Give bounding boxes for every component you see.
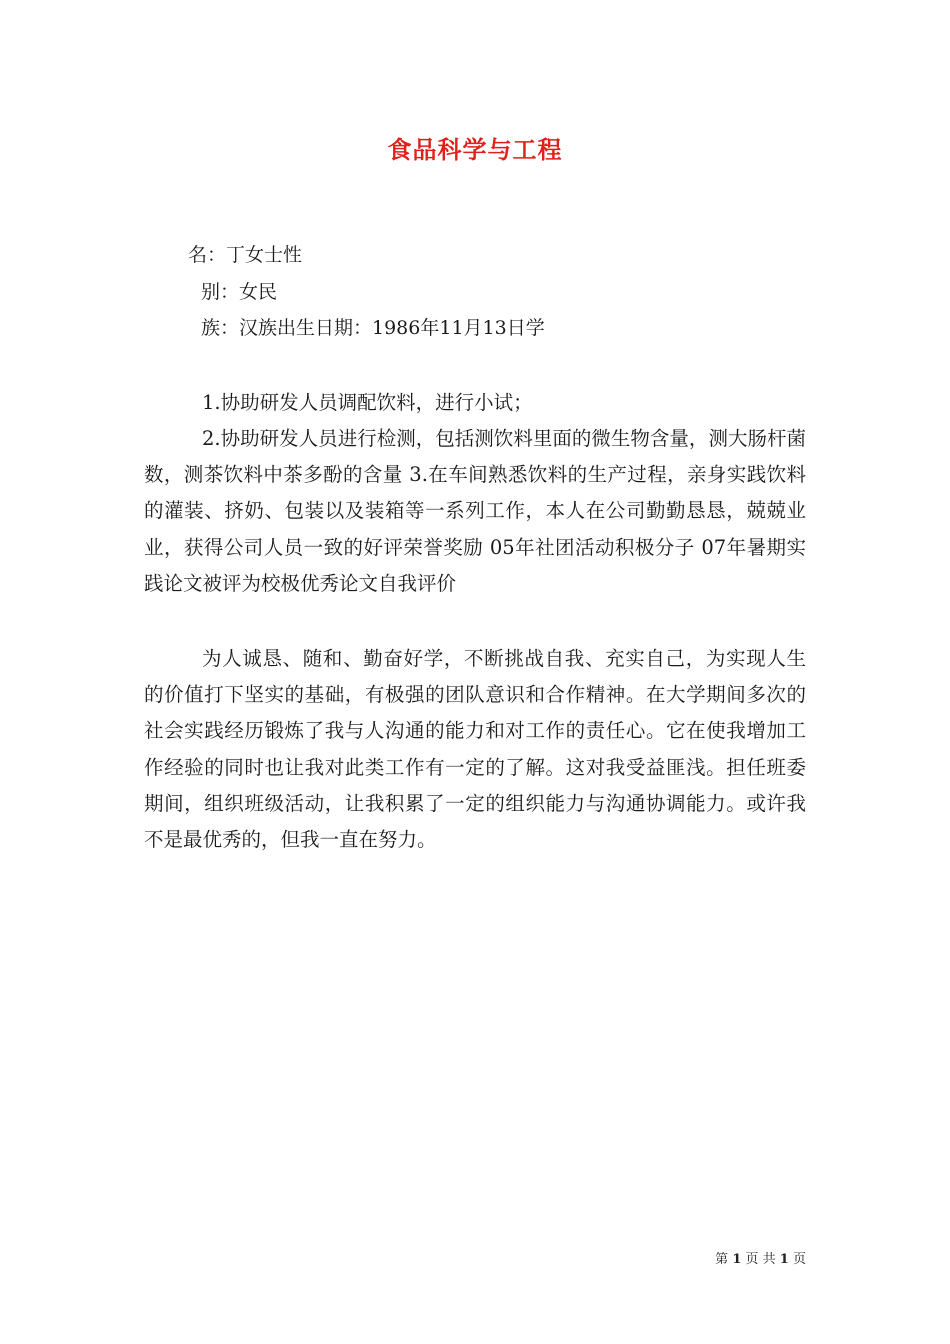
paragraph-self-evaluation: 为人诚恳、随和、勤奋好学，不断挑战自我、充实自己，为实现人生的价值打下坚实的基础，有极强的团队意识和合作精神。在大学期间多次的社会实践经历锻炼了我与人沟通的能力和对工作的责任心。它在使我增加工作经验的同时也让我对此类工作有一定的了解。这对我受益匪浅。担任班委期间，组织班级活动，让我积累了一定的组织能力与沟通协调能力。或许我不是最优秀的，但我一直在努力。 — [144, 647, 806, 852]
footer-suffix: 页 — [792, 1252, 806, 1267]
footer-page-number: 1 — [732, 1252, 742, 1267]
document-title: 食品科学与工程 — [387, 135, 563, 164]
paragraph-duty-2: 2.协助研发人员进行检测，包括测饮料里面的微生物含量，测大肠杆菌数，测茶饮料中茶多酚的含量 3.在车间熟悉饮料的生产过程，亲身实践饮料的灌装、挤奶、包装以及装箱等一系列工作，本人在公司勤勤恳恳，兢兢业业，获得公司人员一致的好评荣誉奖励 05年社团活动积极分子 07年暑期实践论文被评为校极优秀论文自我评价 — [144, 427, 806, 595]
info-line-ethnicity-birth: 族：汉族出生日期：1986年11月13日学 — [201, 317, 545, 339]
info-line-gender: 别：女民 — [201, 281, 278, 303]
footer-prefix: 第 — [715, 1252, 729, 1267]
page-footer — [715, 1248, 806, 1267]
footer-middle: 页 共 — [745, 1252, 776, 1267]
footer-total-pages: 1 — [779, 1252, 789, 1267]
paragraph-duty-1: 1.协助研发人员调配饮料，进行小试； — [202, 391, 533, 414]
info-line-name: 名：丁女士性 — [188, 244, 303, 266]
